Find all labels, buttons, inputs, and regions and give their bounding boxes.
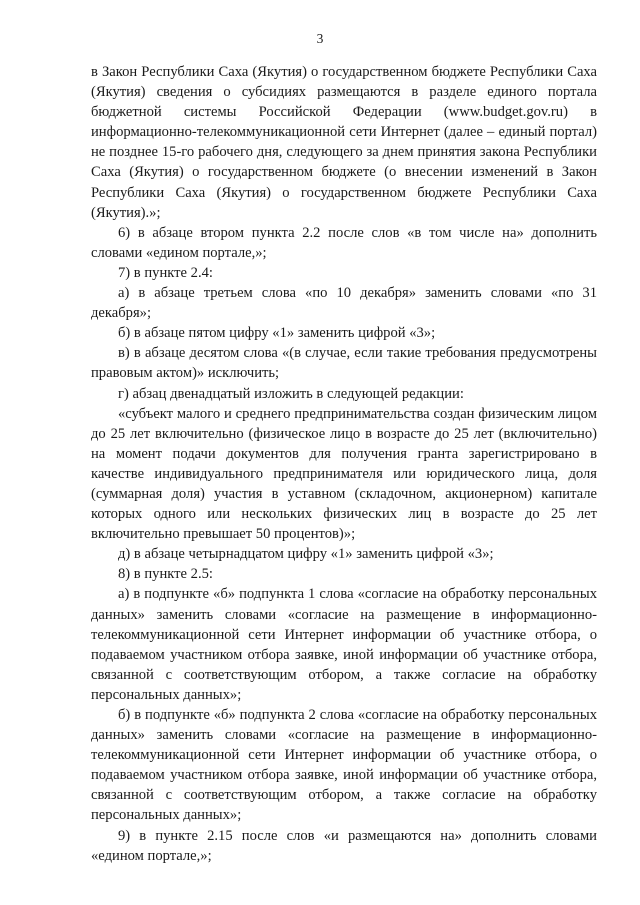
paragraph: 9) в пункте 2.15 после слов «и размещаются на» дополнить словами «едином портале,»; [91, 827, 597, 864]
paragraph: б) в абзаце пятом цифру «1» заменить цифрой «3»; [118, 325, 436, 342]
paragraph: 6) в абзаце втором пункта 2.2 после слов «в том числе на» дополнить словами «едином портале,»; [91, 224, 597, 261]
paragraph: «субъект малого и среднего предпринимательства создан физическим лицом до 25 лет включительно (физическое лицо в возрасте до 25 лет (включительно) на момент подачи документов для получения гранта зарегистрировано в качестве индивидуального предпринимателя или юридического лица, доля (суммарная доля) участия в уставном (складочном, акционерном) капитале которых одного или нескольких физических лиц в возрасте до 25 лет включительно превышает 50 процентов)»; [91, 405, 597, 543]
page-number: 3 [316, 31, 324, 46]
paragraph: д) в абзаце четырнадцатом цифру «1» заменить цифрой «3»; [118, 546, 494, 563]
document-body [91, 62, 597, 866]
paragraph: в Закон Республики Саха (Якутия) о государственном бюджете Республики Саха (Якутия) сведения о субсидиях размещаются в разделе единого портала бюджетной системы Российской Федерации (www.budget.gov.ru) в информационно-телекоммуникационной сети Интернет (далее – единый портал) не позднее 15-го рабочего дня, следующего за днем принятия закона Республики Саха (Якутия) о государственном бюджете (о внесении изменений в Закон Республики Саха (Якутия) о государственном бюджете Республики Саха (Якутия).»; [91, 64, 597, 221]
paragraph: в) в абзаце десятом слова «(в случае, если такие требования предусмотрены правовым актом)» исключить; [91, 345, 597, 382]
paragraph: 8) в пункте 2.5: [118, 566, 213, 583]
paragraph: б) в подпункте «б» подпункта 2 слова «согласие на обработку персональных данных» заменить словами «согласие на размещение в информационно-телекоммуникационной сети Интернет информации об участнике отбора, о подаваемом участником отбора заявке, иной информации об участнике отбора, связанной с соответствующим отбором, а также согласие на обработку персональных данных»; [91, 707, 597, 824]
paragraph: г) абзац двенадцатый изложить в следующей редакции: [118, 385, 464, 402]
paragraph: а) в абзаце третьем слова «по 10 декабря» заменить словами «по 31 декабря»; [91, 285, 597, 322]
paragraph: а) в подпункте «б» подпункта 1 слова «согласие на обработку персональных данных» заменить словами «согласие на размещение в информационно-телекоммуникационной сети Интернет информации об участнике отбора, о подаваемом участником отбора заявке, иной информации об участнике отбора, связанной с соответствующим отбором, а также согласие на обработку персональных данных»; [91, 586, 597, 703]
paragraph: 7) в пункте 2.4: [118, 264, 213, 281]
